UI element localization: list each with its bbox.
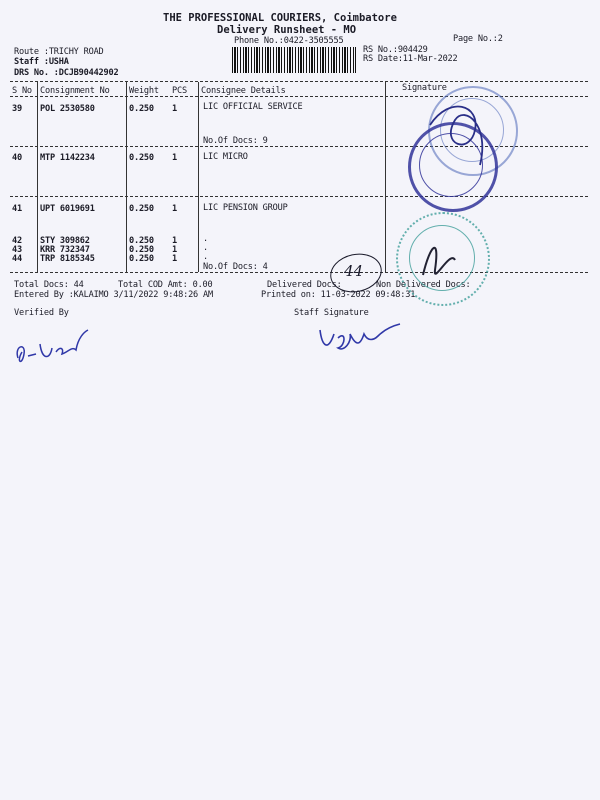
row-pcs: 1	[172, 204, 177, 214]
row-consignment: POL 2530580	[40, 104, 95, 114]
printed-on: Printed on: 11-03-2022 09:48:31	[261, 290, 416, 300]
page-number: Page No.:2	[453, 34, 503, 44]
row-sno: 43	[12, 245, 22, 255]
row-consignee: .	[203, 234, 208, 244]
row-weight: 0.250	[129, 153, 154, 163]
rs-number: RS No.:904429	[363, 45, 428, 55]
column-divider	[385, 82, 386, 272]
row-consignee: .	[203, 252, 208, 262]
row-consignment: STY 309862	[40, 236, 90, 246]
entered-by: Entered By :KALAIMO 3/11/2022 9:48:26 AM	[14, 290, 213, 300]
phone-number: Phone No.:0422-3505555	[234, 36, 344, 46]
row-sno: 39	[12, 104, 22, 114]
row-sno: 41	[12, 204, 22, 214]
row-consignment: KRR 732347	[40, 245, 90, 255]
row-sno: 42	[12, 236, 22, 246]
row-doc-count: No.Of Docs: 4	[203, 262, 268, 272]
col-header-consignment: Consignment No	[40, 86, 110, 96]
rs-date: RS Date:11-Mar-2022	[363, 54, 458, 64]
company-name: THE PROFESSIONAL COURIERS, Coimbatore	[163, 12, 397, 24]
delivered-docs: Delivered Docs:	[267, 280, 342, 290]
row-pcs: 1	[172, 236, 177, 246]
row-consignee: LIC OFFICIAL SERVICE	[203, 102, 303, 112]
row-pcs: 1	[172, 153, 177, 163]
row-pcs: 1	[172, 104, 177, 114]
row-consignment: TRP 8185345	[40, 254, 95, 264]
row-weight: 0.250	[129, 245, 154, 255]
col-header-sno: S No	[12, 86, 32, 96]
row-consignee: .	[203, 243, 208, 253]
row-sno: 40	[12, 153, 22, 163]
row-weight: 0.250	[129, 254, 154, 264]
total-docs: Total Docs: 44	[14, 280, 84, 290]
verified-by-label: Verified By	[14, 308, 69, 318]
row-doc-count: No.Of Docs: 9	[203, 136, 268, 146]
staff-label: Staff :USHA	[14, 57, 69, 67]
staff-handwritten-signature	[316, 316, 406, 361]
row-pcs: 1	[172, 254, 177, 264]
column-divider	[126, 82, 127, 272]
row-divider	[10, 196, 588, 197]
verifier-signature	[12, 318, 102, 373]
row-pcs: 1	[172, 245, 177, 255]
row-weight: 0.250	[129, 104, 154, 114]
barcode	[232, 47, 356, 73]
col-header-signature: Signature	[402, 83, 447, 93]
total-cod-amount: Total COD Amt: 0.00	[118, 280, 213, 290]
table-bottom-divider	[10, 272, 588, 273]
non-delivered-docs: Non Delivered Docs:	[376, 280, 471, 290]
row-weight: 0.250	[129, 236, 154, 246]
runsheet-title: Delivery Runsheet - MO	[217, 24, 357, 36]
stamp-signature	[405, 230, 475, 290]
col-header-consignee: Consignee Details	[201, 86, 286, 96]
column-divider	[37, 82, 38, 272]
row-consignment: MTP 1142234	[40, 153, 95, 163]
col-header-pcs: PCS	[172, 86, 187, 96]
row-sno: 44	[12, 254, 22, 264]
drs-number: DRS No. :DCJB90442902	[14, 68, 119, 78]
staff-signature-label: Staff Signature	[294, 308, 369, 318]
row-weight: 0.250	[129, 204, 154, 214]
col-header-weight: Weight	[129, 86, 159, 96]
stamp-signature	[420, 85, 510, 185]
row-consignment: UPT 6019691	[40, 204, 95, 214]
table-top-divider	[10, 81, 588, 82]
column-divider	[198, 82, 199, 272]
handwritten-delivered-count: 44	[344, 262, 364, 280]
row-consignee: LIC MICRO	[203, 152, 248, 162]
route-label: Route :TRICHY ROAD	[14, 47, 104, 57]
row-consignee: LIC PENSION GROUP	[203, 203, 288, 213]
